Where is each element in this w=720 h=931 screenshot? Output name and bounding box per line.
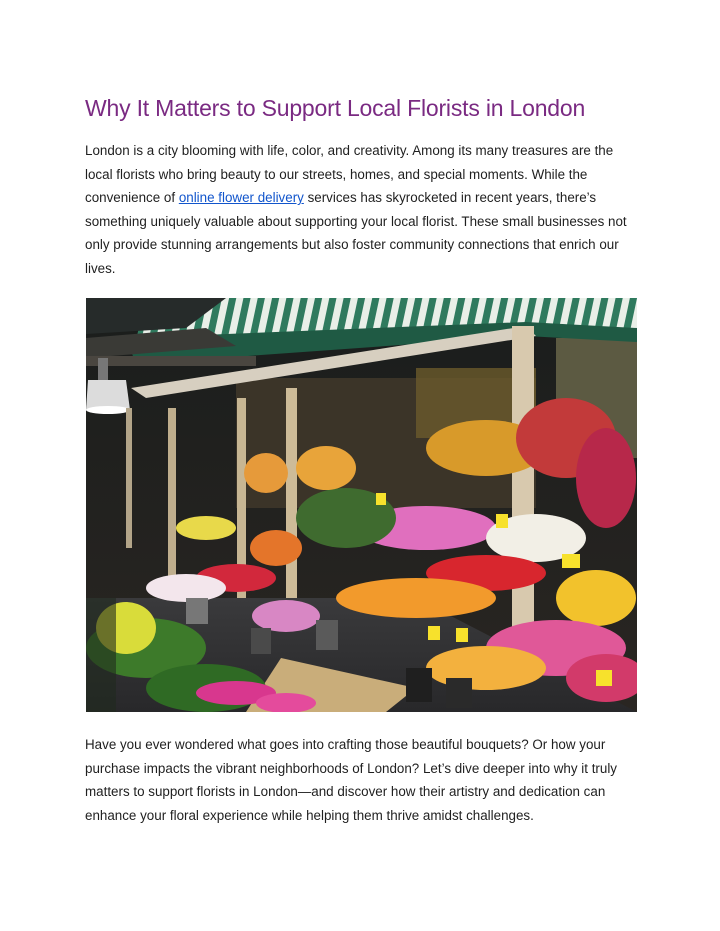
online-flower-delivery-link[interactable]: online flower delivery [178, 190, 304, 206]
intro-text-start: London is a city blooming with life, color, and creativity. Among its many treasures are the local florists who bring beauty to our streets, homes, and special moments. While the convenience of [85, 143, 614, 206]
flower-stall-illustration [86, 298, 637, 712]
flower-market-photo [86, 298, 637, 712]
intro-text-end: services has skyrocketed in recent years, there’s something uniquely valuable about supporting your local florist. These small businesses not only provide stunning arrangements but also foster community connections that enrich our lives. [85, 190, 627, 276]
outro-paragraph: Have you ever wondered what goes into crafting those beautiful bouquets? Or how your purchase impacts the vibrant neighborhoods of London? Let’s dive deeper into why it truly matters to support florists in London—and discover how their artistry and dedication can enhance your floral experience while helping them thrive amidst challenges. [85, 737, 617, 823]
page-title: Why It Matters to Support Local Florists in London [85, 95, 586, 121]
intro-paragraph [85, 139, 637, 281]
